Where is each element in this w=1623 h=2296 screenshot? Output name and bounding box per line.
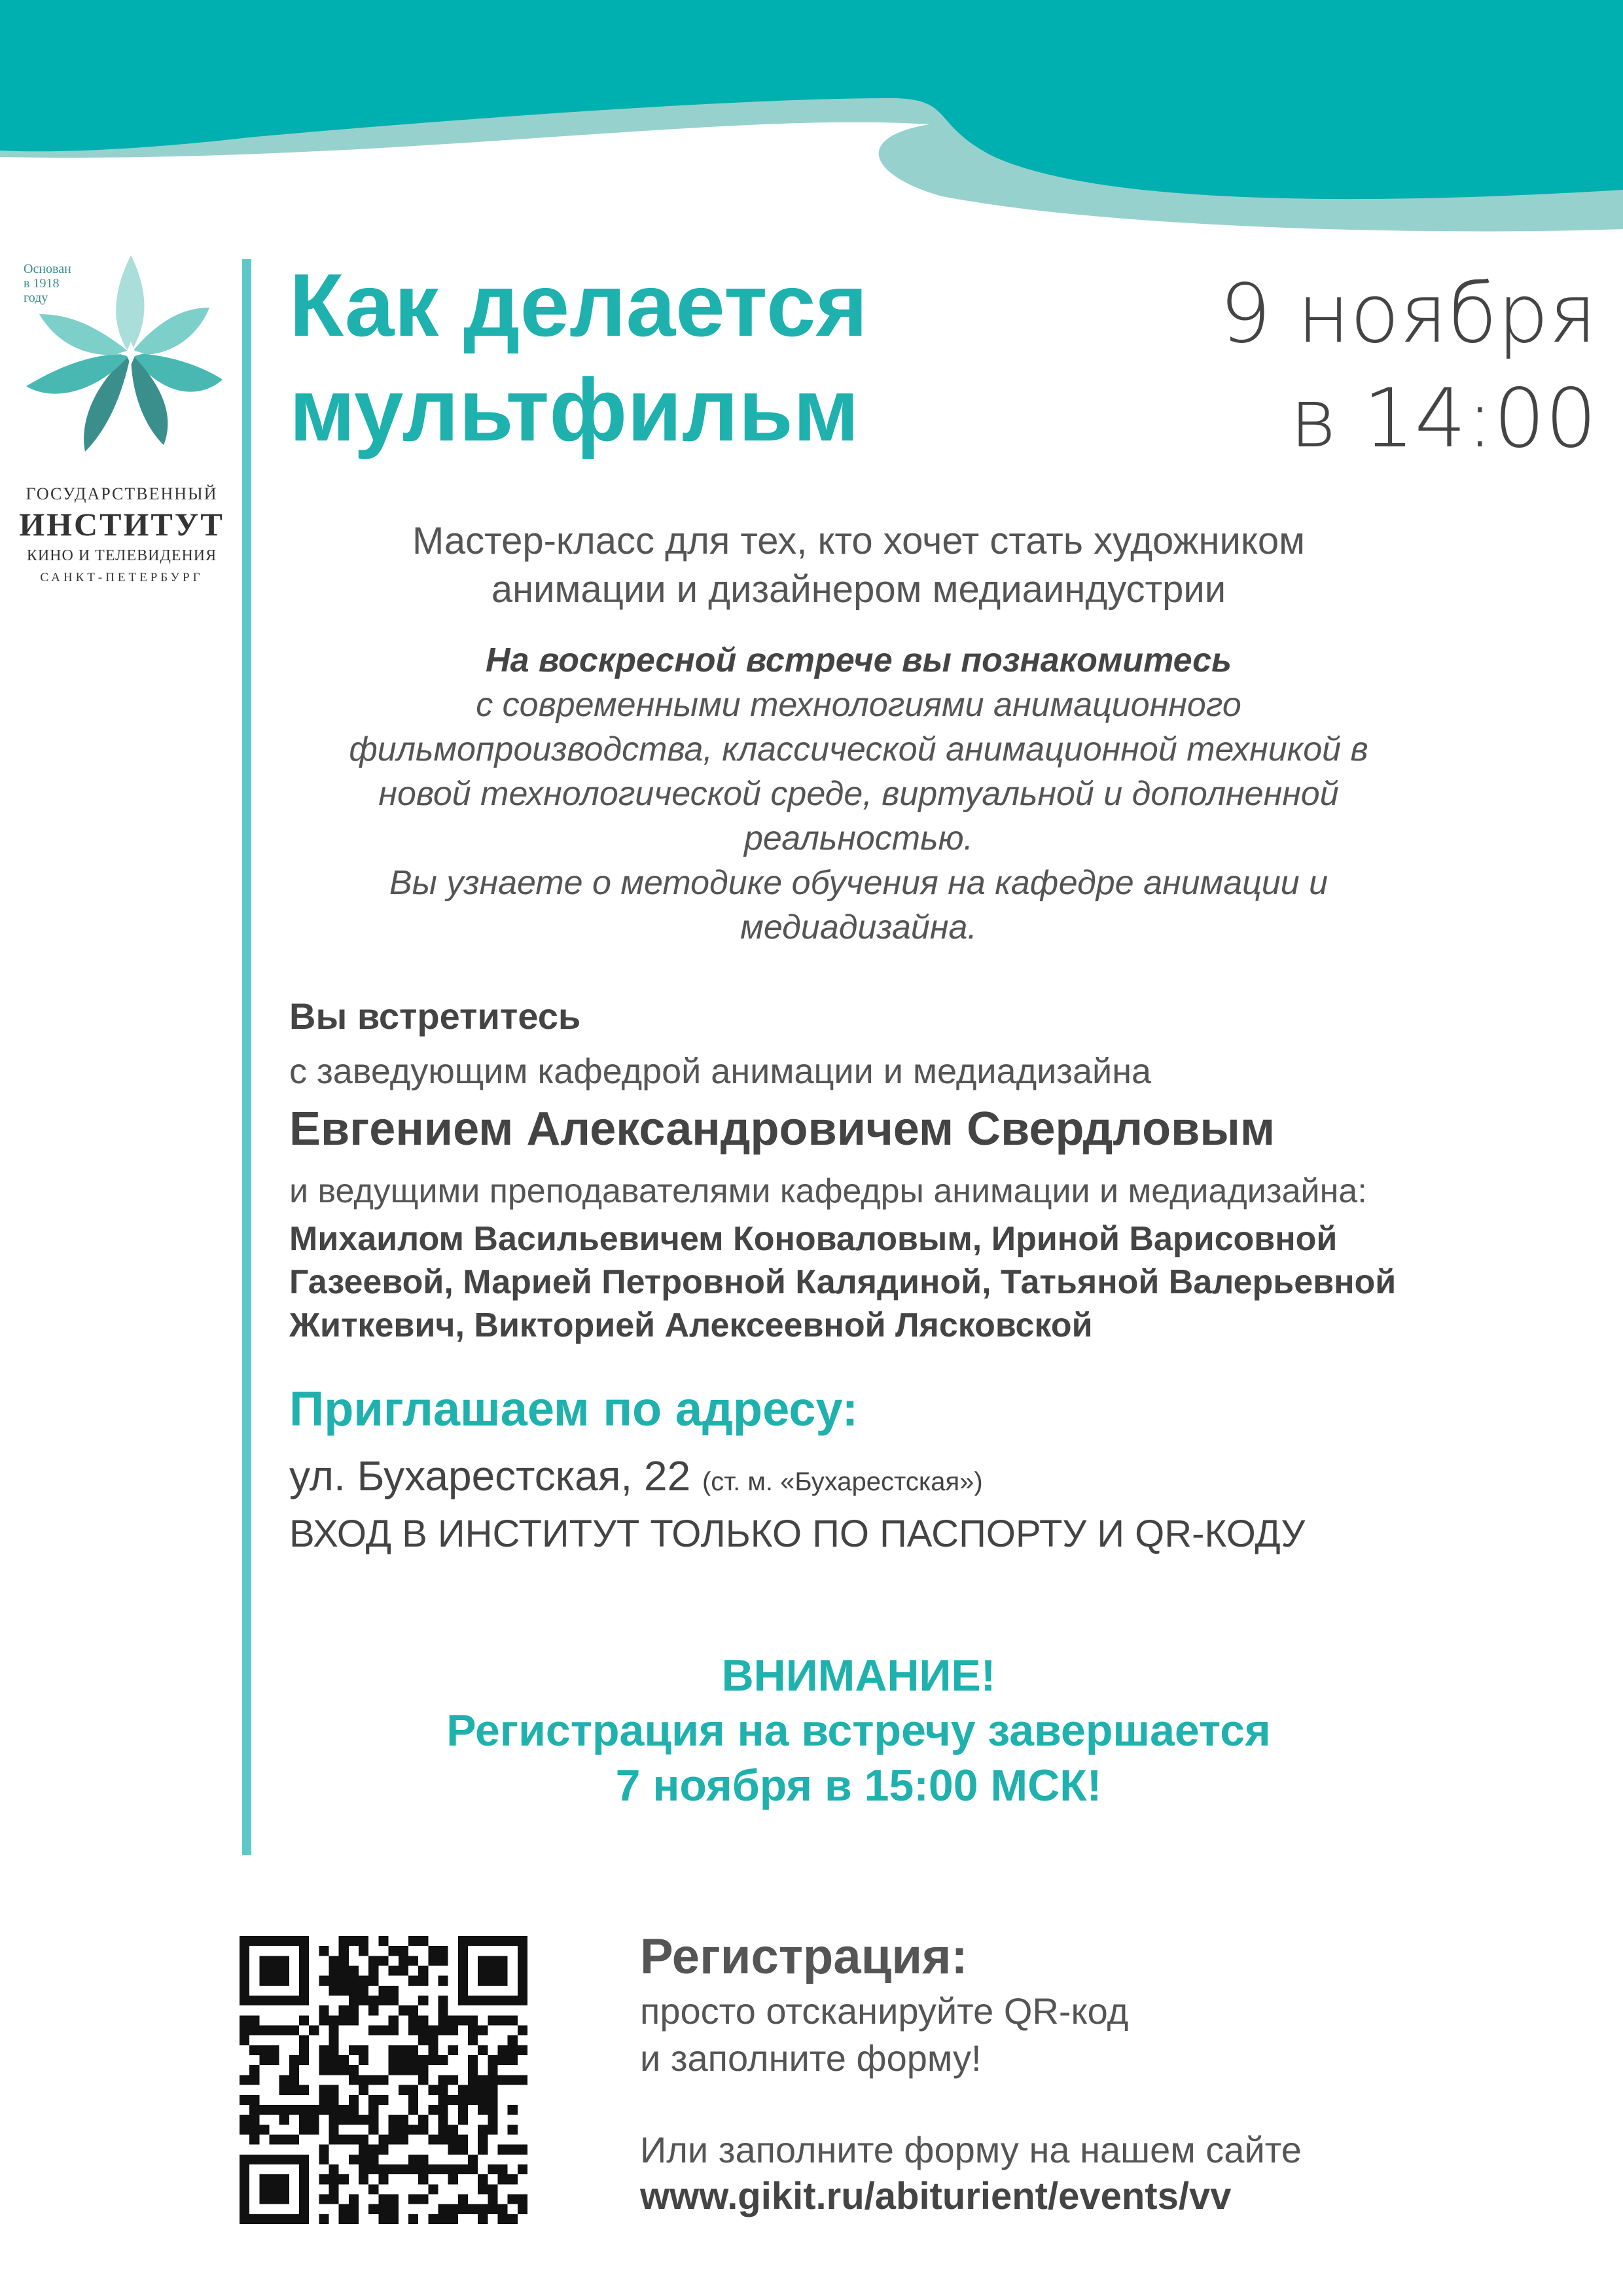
event-subtitle [289, 517, 1428, 614]
intro-line: фильмопроизводства, классической анимационной техникой в [349, 730, 1368, 768]
intro-line: Вы узнаете о методике обучения на кафедре анимации и [389, 864, 1329, 902]
event-date [1008, 262, 1597, 471]
intro-heading: На воскресной встрече вы познакомитесь [486, 641, 1232, 679]
attention-line: ВНИМАНИЕ! [721, 1651, 996, 1700]
logo-line-city: САНКТ-ПЕТЕРБУРГ [40, 571, 204, 584]
registration-line: просто отсканируйте QR-код [640, 1990, 1129, 2032]
attention-line: 7 ноября в 15:00 МСК! [615, 1761, 1102, 1810]
meet-line: и ведущими преподавателями кафедры анимации и медиадизайна: [289, 1172, 1367, 1210]
address-heading: Приглашаем по адресу: [289, 1382, 859, 1436]
teachers-line: Газеевой, Марией Петровной Калядиной, Татьяной Валерьевной [289, 1263, 1397, 1301]
intro-paragraph [289, 638, 1428, 950]
registration-line: Или заполните форму на нашем сайте [640, 2129, 1302, 2170]
registration-heading: Регистрация: [640, 1929, 968, 1984]
event-title [289, 253, 1075, 462]
entry-note: ВХОД В ИНСТИТУТ ТОЛЬКО ПО ПАСПОРТУ И QR-КОДУ [289, 1513, 1306, 1555]
header-wave [0, 0, 1623, 249]
founded-line: году [24, 291, 48, 305]
registration-line: и заполните форму! [640, 2037, 982, 2079]
wave-dark [0, 0, 1623, 199]
teachers-list [289, 1217, 1572, 1347]
subtitle-line: Мастер-класс для тех, кто хочет стать художником [412, 520, 1306, 562]
logo-line-state: ГОСУДАРСТВЕННЫЙ [26, 484, 218, 503]
intro-line: реальностью. [743, 819, 973, 857]
time-line: в 14:00 [1289, 372, 1597, 466]
teachers-line: Михаилом Васильевичем Коноваловым, Ириной Варисовной [289, 1220, 1338, 1258]
vertical-accent-line [242, 259, 251, 1855]
subtitle-line: анимации и дизайнером медиаиндустрии [491, 568, 1226, 611]
title-line: мультфильм [289, 360, 859, 459]
founded-note [24, 262, 102, 305]
logo-line-cinema: КИНО И ТЕЛЕВИДЕНИЯ [26, 547, 217, 564]
meet-line: с заведующим кафедрой анимации и медиадизайна [289, 1052, 1152, 1091]
address-line [289, 1452, 1585, 1500]
meet-heading: Вы встретитесь [289, 996, 581, 1037]
registration-url-link[interactable]: www.gikit.ru/abiturient/events/vv [640, 2175, 1232, 2217]
logo-line-institute: ИНСТИТУТ [19, 506, 224, 543]
lotus-emblem-icon [13, 255, 236, 596]
attention-line: Регистрация на встречу завершается [446, 1706, 1271, 1755]
head-of-department-name: Евгением Александровичем Свердловым [289, 1103, 1275, 1155]
metro-station: (ст. м. «Бухарестская») [702, 1467, 983, 1496]
founded-line: Основан [24, 262, 71, 276]
title-line: Как делается [289, 255, 868, 355]
teachers-line: Житкевич, Викторией Алексеевной Лясковской [289, 1306, 1093, 1344]
intro-line: с современными технологиями анимационного [476, 686, 1241, 724]
date-line: 9 ноября [1219, 267, 1597, 361]
intro-line: новой технологической среде, виртуальной и дополненной [378, 775, 1339, 813]
intro-line: медиадизайна. [740, 908, 977, 946]
attention-block [289, 1648, 1428, 1813]
street-address: ул. Бухарестская, 22 [289, 1452, 691, 1499]
founded-line: в 1918 [24, 276, 60, 291]
registration-qr-code[interactable] [240, 1936, 527, 2224]
